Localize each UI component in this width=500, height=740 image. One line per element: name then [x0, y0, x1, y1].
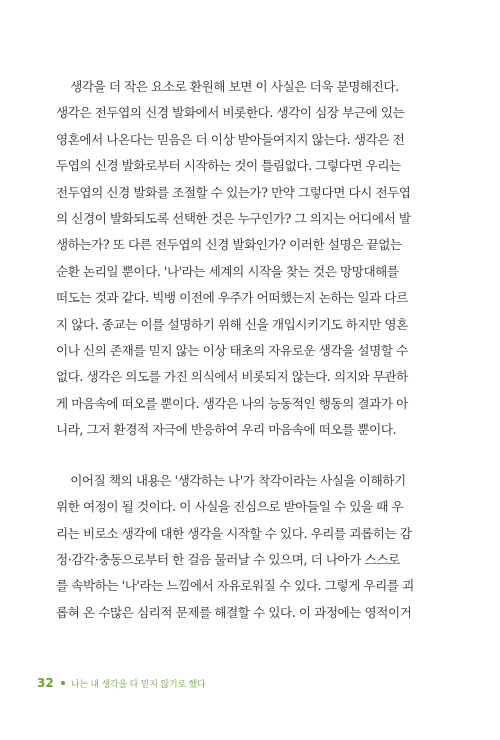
paragraph-2 [56, 468, 456, 626]
text-line: 지 않다. 종교는 이를 설명하기 위해 신을 개입시키기도 하지만 영혼 [56, 316, 408, 332]
text-line: 게 마음속에 떠오를 뿐이다. 생각은 나의 능동적인 행동의 결과가 아 [56, 395, 408, 411]
running-head-book-title: 나는 내 생각을 다 믿지 않기로 했다 [70, 679, 206, 690]
text-line: 이나 신의 존재를 믿지 않는 이상 태초의 자유로운 생각을 설명할 수 [56, 343, 408, 359]
text-line: 전두엽의 신경 발화를 조절할 수 있는가? 만약 그렇다면 다시 전두엽 [56, 184, 411, 200]
paragraph-1 [56, 74, 456, 444]
text-line: 두엽의 신경 발화로부터 시작하는 것이 틀림없다. 그렇다면 우리는 [56, 158, 401, 174]
page-body [56, 74, 456, 626]
page-number: 32 [37, 676, 54, 690]
text-line: 없다. 생각은 의도를 가진 의식에서 비롯되지 않는다. 의지와 무관하 [56, 369, 408, 385]
text-line: 순환 논리일 뿐이다. '나'라는 세계의 시작을 찾는 것은 망망대해를 [56, 263, 399, 279]
text-line: 생하는가? 또 다른 전두엽의 신경 발화인가? 이러한 설명은 끝없는 [56, 237, 402, 253]
text-line: 생각은 전두엽의 신경 발화에서 비롯한다. 생각이 심장 부근에 있는 [56, 105, 405, 121]
text-line: 롭혀 온 수많은 심리적 문제를 해결할 수 있다. 이 과정에는 영적이거 [56, 604, 412, 620]
separator-dot-icon [61, 681, 65, 685]
text-line: 떠도는 것과 같다. 빅뱅 이전에 우주가 어떠했는지 논하는 일과 다르 [56, 290, 408, 306]
text-line: 정·감각·충동으로부터 한 걸음 물러날 수 있으며, 더 나아가 스스로 [56, 551, 400, 567]
text-line: 니라, 그저 환경적 자극에 반응하여 우리 마음속에 떠오를 뿐이다. [56, 422, 397, 438]
text-line: 이어질 책의 내용은 '생각하는 나'가 착각이라는 사실을 이해하기 [56, 472, 406, 488]
text-line: 위한 여정이 될 것이다. 이 사실을 진심으로 받아들일 수 있을 때 우 [56, 499, 404, 515]
text-line: 의 신경이 발화되도록 선택한 것은 누구인가? 그 의지는 어디에서 발 [56, 211, 411, 227]
text-line: 생각을 더 작은 요소로 환원해 보면 이 사실은 더욱 분명해진다. [56, 79, 399, 94]
text-line: 영혼에서 나온다는 믿음은 더 이상 받아들여지지 않는다. 생각은 전 [56, 131, 405, 147]
text-line: 리는 비로소 생각에 대한 생각을 시작할 수 있다. 우리를 괴롭히는 감 [56, 525, 412, 541]
text-line: 를 속박하는 '나'라는 느낌에서 자유로워질 수 있다. 그렇게 우리를 괴 [56, 578, 414, 594]
page-footer [37, 676, 206, 690]
